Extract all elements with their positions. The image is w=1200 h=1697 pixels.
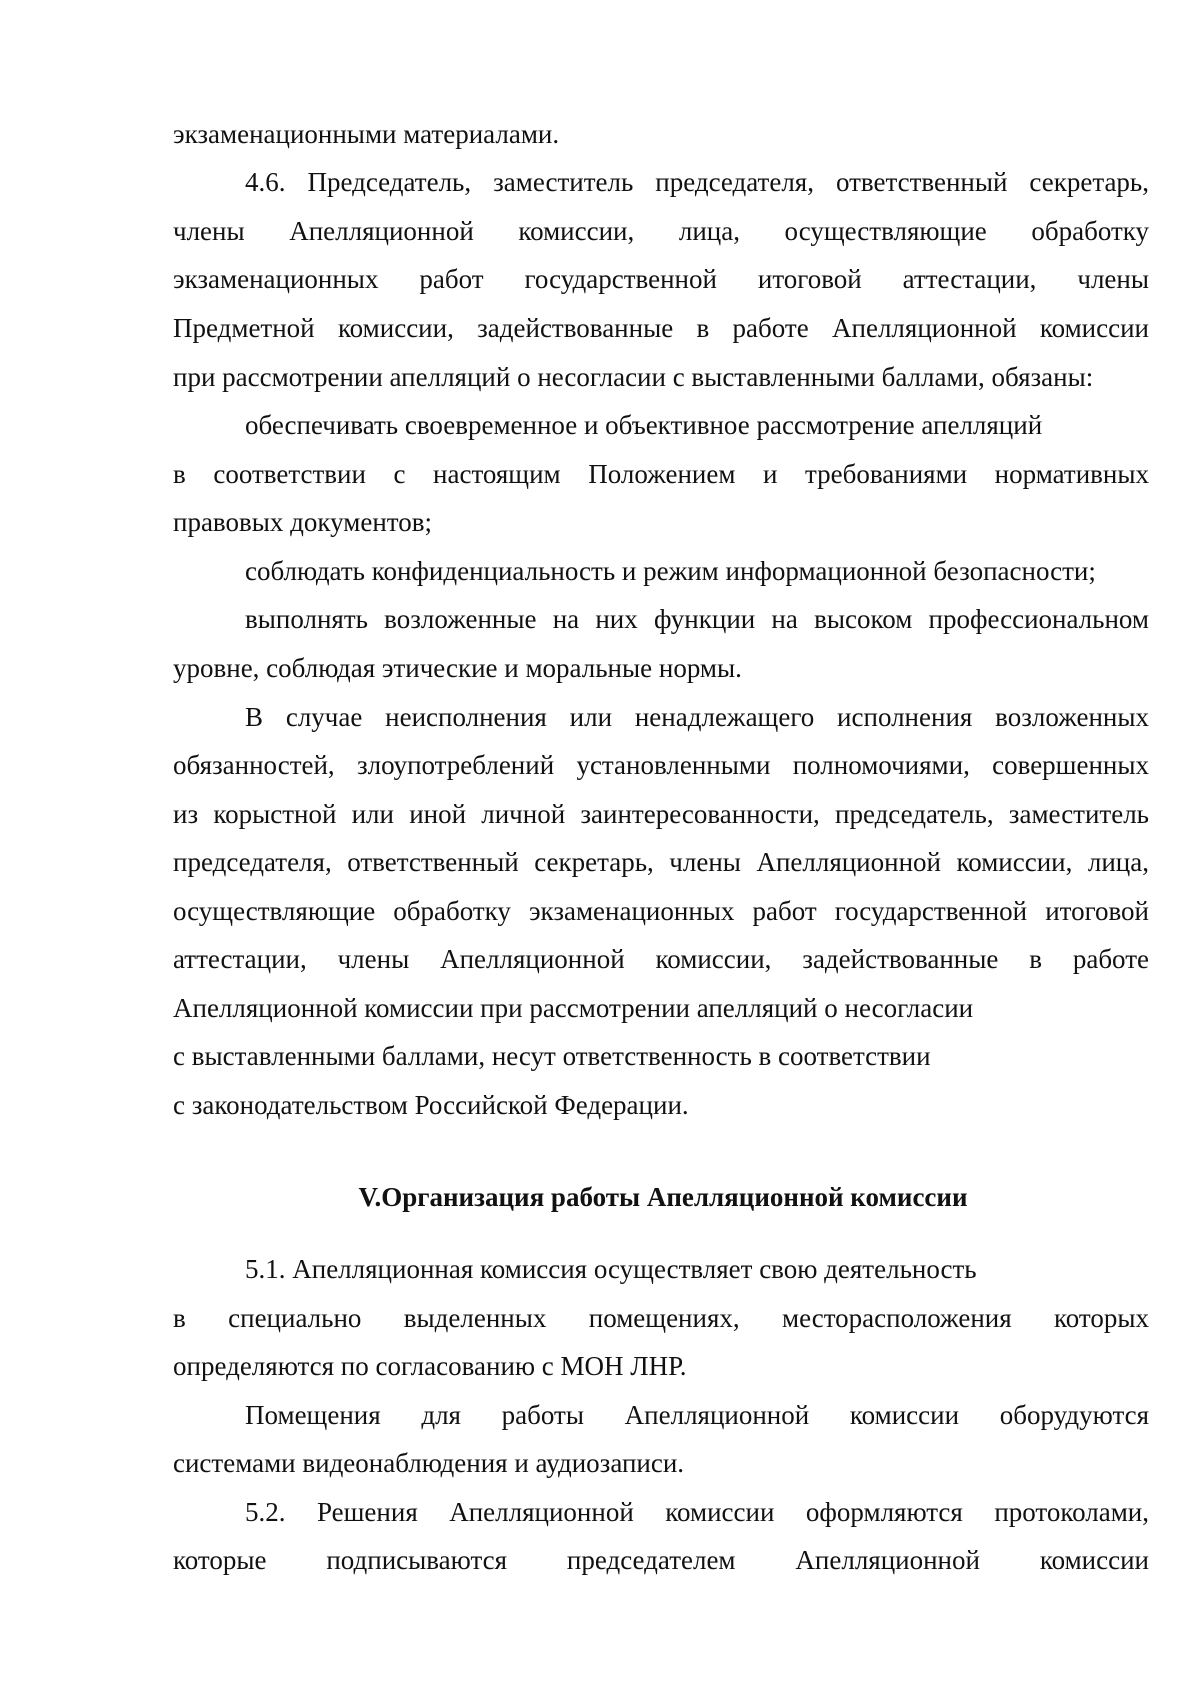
text-line: при рассмотрении апелляций о несогласии с выставленными баллами, обязаны: bbox=[173, 362, 1094, 392]
text-line: с выставленными баллами, несут ответственность в соответствии bbox=[173, 1041, 931, 1071]
text-line: выполнять возложенные на них функции на высоком профессиональном bbox=[245, 604, 1149, 634]
text-line: аттестации, члены Апелляционной комиссии, задействованные в работе bbox=[173, 944, 1149, 974]
text-line: экзаменационных работ государственной итоговой аттестации, члены bbox=[173, 264, 1149, 294]
text-line: экзаменационными материалами. bbox=[173, 119, 560, 149]
text-line: Помещения для работы Апелляционной комиссии оборудуются bbox=[245, 1400, 1149, 1430]
text-line: В случае неисполнения или ненадлежащего исполнения возложенных bbox=[245, 702, 1149, 732]
text-line: соблюдать конфиденциальность и режим информационной безопасности; bbox=[245, 556, 1096, 586]
text-line: правовых документов; bbox=[173, 507, 432, 537]
text-line: определяются по согласованию с МОН ЛНР. bbox=[173, 1351, 687, 1381]
text-line: 4.6. Председатель, заместитель председателя, ответственный секретарь, bbox=[245, 167, 1149, 197]
text-line: члены Апелляционной комиссии, лица, осуществляющие обработку bbox=[173, 216, 1149, 246]
text-line: председателя, ответственный секретарь, члены Апелляционной комиссии, лица, bbox=[173, 847, 1149, 877]
section-heading: V.Организация работы Апелляционной комиссии bbox=[358, 1182, 968, 1212]
text-line: системами видеонаблюдения и аудиозаписи. bbox=[173, 1448, 685, 1478]
text-line: Апелляционной комиссии при рассмотрении апелляций о несогласии bbox=[173, 993, 974, 1023]
text-line: обязанностей, злоупотреблений установленными полномочиями, совершенных bbox=[173, 750, 1149, 780]
text-line: обеспечивать своевременное и объективное рассмотрение апелляций bbox=[245, 410, 1043, 440]
text-line: в соответствии с настоящим Положением и требованиями нормативных bbox=[173, 459, 1149, 489]
text-line: которые подписываются председателем Апелляционной комиссии bbox=[173, 1545, 1149, 1575]
text-line: осуществляющие обработку экзаменационных работ государственной итоговой bbox=[173, 896, 1149, 926]
text-line: 5.1. Апелляционная комиссия осуществляет свою деятельность bbox=[245, 1254, 977, 1284]
text-line: уровне, соблюдая этические и моральные нормы. bbox=[173, 653, 742, 683]
text-line: Предметной комиссии, задействованные в работе Апелляционной комиссии bbox=[173, 313, 1149, 343]
text-line: в специально выделенных помещениях, месторасположения которых bbox=[173, 1303, 1149, 1333]
text-line: с законодательством Российской Федерации. bbox=[173, 1090, 689, 1120]
text-line: из корыстной или иной личной заинтересованности, председатель, заместитель bbox=[173, 799, 1149, 829]
text-line: 5.2. Решения Апелляционной комиссии оформляются протоколами, bbox=[245, 1497, 1149, 1527]
